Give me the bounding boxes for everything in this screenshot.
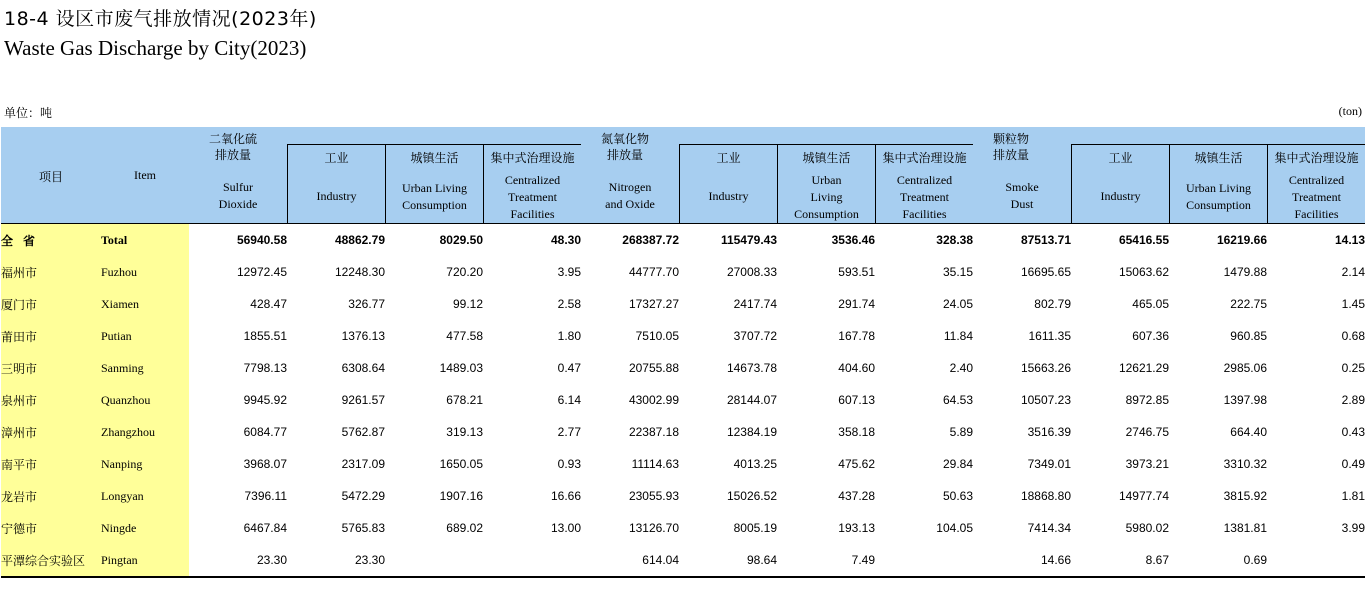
value-cell: 48862.79 — [287, 224, 385, 257]
header-sub-cn: 工业 — [324, 151, 349, 165]
value-cell: 328.38 — [875, 224, 973, 257]
header-group-cn-line2: 排放量 — [215, 148, 252, 162]
value-cell: 16.66 — [550, 489, 581, 503]
value-cell: 7396.11 — [244, 489, 287, 503]
value-cell: 50.63 — [942, 489, 973, 503]
row-name-en: Longyan — [101, 480, 189, 512]
value-cell: 4013.25 — [733, 457, 777, 471]
row-name-cn: 厦门市 — [1, 288, 101, 320]
value-cell: 268387.72 — [581, 224, 679, 257]
value-cell: 664.40 — [1230, 425, 1267, 439]
value-cell: 6.14 — [557, 393, 581, 407]
value-cell: 13.00 — [550, 521, 581, 535]
header-group-cn-line2: 排放量 — [993, 148, 1030, 162]
unit-label-cn: 单位：吨 — [4, 106, 53, 120]
value-cell: 3707.72 — [733, 329, 777, 343]
row-name-en: Total — [101, 224, 189, 257]
value-cell: 3.99 — [1341, 521, 1365, 535]
row-name-cn: 福州市 — [1, 256, 101, 288]
value-cell: 8029.50 — [385, 224, 483, 257]
header-item-en: Item — [134, 168, 156, 182]
value-cell: 6084.77 — [243, 425, 287, 439]
header-group-1 — [581, 127, 679, 224]
value-cell: 18868.80 — [1020, 489, 1071, 503]
value-cell: 24.05 — [942, 297, 973, 311]
value-cell: 607.13 — [838, 393, 875, 407]
value-cell: 12248.30 — [334, 265, 385, 279]
value-cell: 3.95 — [557, 265, 581, 279]
value-cell: 3516.39 — [1027, 425, 1071, 439]
row-name-en: Sanming — [101, 352, 189, 384]
value-cell: 593.51 — [838, 265, 875, 279]
row-name-cn: 漳州市 — [1, 416, 101, 448]
header-sub-en-line: Living — [810, 190, 843, 204]
value-cell: 0.68 — [1341, 329, 1365, 343]
header-sub-en-line: Industry — [316, 189, 357, 203]
table-row — [1, 480, 1365, 512]
value-cell: 5.89 — [949, 425, 973, 439]
value-cell: 7414.34 — [1027, 521, 1071, 535]
row-name-en: Fuzhou — [101, 256, 189, 288]
header-sub-cn: 集中式治理设施 — [1274, 151, 1359, 165]
value-cell: 115479.43 — [679, 224, 777, 257]
header-group-en-line1: Smoke — [1005, 180, 1039, 194]
value-cell: 437.28 — [838, 489, 875, 503]
value-cell: 2.40 — [949, 361, 973, 375]
header-group-en-line1: Sulfur — [223, 180, 253, 194]
header-sub-en-line: Centralized — [504, 173, 561, 187]
header-sub-1-1 — [777, 127, 875, 224]
value-cell: 358.18 — [838, 425, 875, 439]
value-cell: 614.04 — [581, 544, 679, 577]
header-sub-cn: 城镇生活 — [1194, 151, 1243, 165]
table-row — [1, 416, 1365, 448]
row-name-cn: 平潭综合实验区 — [1, 544, 101, 577]
value-cell: 23055.93 — [628, 489, 679, 503]
value-cell: 3310.32 — [1223, 457, 1267, 471]
value-cell: 404.60 — [838, 361, 875, 375]
value-cell: 319.13 — [446, 425, 483, 439]
table-row — [1, 288, 1365, 320]
value-cell: 2746.75 — [1125, 425, 1169, 439]
value-cell: 678.21 — [446, 393, 483, 407]
value-cell: 7798.13 — [243, 361, 287, 375]
value-cell: 56940.58 — [189, 224, 287, 257]
value-cell: 5472.29 — [341, 489, 385, 503]
value-cell: 15663.26 — [1020, 361, 1071, 375]
header-sub-en-line: Treatment — [508, 190, 557, 204]
value-cell: 28144.07 — [726, 393, 777, 407]
value-cell — [875, 544, 973, 577]
value-cell: 689.02 — [446, 521, 483, 535]
table-row — [1, 256, 1365, 288]
header-sub-cn: 集中式治理设施 — [882, 151, 967, 165]
header-sub-en-line: Consumption — [402, 198, 467, 212]
header-sub-0-0 — [287, 127, 385, 224]
value-cell: 44777.70 — [628, 265, 679, 279]
header-sub-en-line: Urban Living — [402, 181, 467, 195]
value-cell: 43002.99 — [628, 393, 679, 407]
value-cell: 6308.64 — [341, 361, 385, 375]
row-name-en: Quanzhou — [101, 384, 189, 416]
value-cell: 1.80 — [557, 329, 581, 343]
table-row — [1, 384, 1365, 416]
value-cell: 87513.71 — [973, 224, 1071, 257]
value-cell: 6467.84 — [243, 521, 287, 535]
value-cell: 1479.88 — [1223, 265, 1267, 279]
waste-gas-table — [1, 127, 1365, 578]
header-group-2 — [973, 127, 1071, 224]
value-cell: 5762.87 — [341, 425, 385, 439]
value-cell: 11.84 — [943, 329, 973, 343]
header-item-cn: 项目 — [38, 170, 63, 184]
header-sub-0-2 — [483, 127, 581, 224]
row-name-en: Zhangzhou — [101, 416, 189, 448]
value-cell: 0.69 — [1169, 544, 1267, 577]
value-cell: 1907.16 — [439, 489, 483, 503]
value-cell: 8005.19 — [733, 521, 777, 535]
value-cell: 22387.18 — [628, 425, 679, 439]
header-sub-cn: 工业 — [716, 151, 741, 165]
value-cell: 3968.07 — [243, 457, 287, 471]
value-cell: 0.25 — [1341, 361, 1365, 375]
value-cell: 1397.98 — [1223, 393, 1267, 407]
row-name-cn: 全省 — [1, 224, 101, 257]
header-sub-en-line: Urban Living — [1186, 181, 1251, 195]
value-cell: 8972.85 — [1125, 393, 1169, 407]
value-cell: 1.81 — [1341, 489, 1365, 503]
value-cell: 802.79 — [1034, 297, 1071, 311]
header-sub-en-line: Facilities — [902, 207, 947, 221]
value-cell: 15026.52 — [726, 489, 777, 503]
value-cell: 29.84 — [942, 457, 973, 471]
table-row — [1, 512, 1365, 544]
value-cell: 720.20 — [446, 265, 483, 279]
value-cell: 12972.45 — [236, 265, 287, 279]
table-row — [1, 352, 1365, 384]
value-cell: 1.45 — [1341, 297, 1365, 311]
value-cell: 9261.57 — [341, 393, 385, 407]
value-cell: 12621.29 — [1118, 361, 1169, 375]
header-group-cn-line1: 二氧化硫 — [209, 132, 258, 146]
value-cell: 428.47 — [250, 297, 287, 311]
value-cell: 12384.19 — [726, 425, 777, 439]
value-cell: 9945.92 — [243, 393, 287, 407]
table-title-en: Waste Gas Discharge by City(2023) — [4, 36, 307, 60]
value-cell: 1611.35 — [1028, 329, 1071, 343]
value-cell: 193.13 — [838, 521, 875, 535]
value-cell: 23.30 — [189, 544, 287, 577]
value-cell: 14673.78 — [726, 361, 777, 375]
header-sub-en-line: Facilities — [1294, 207, 1339, 221]
value-cell: 5765.83 — [341, 521, 385, 535]
value-cell: 64.53 — [942, 393, 973, 407]
header-sub-en-line: Industry — [1100, 189, 1141, 203]
value-cell: 607.36 — [1132, 329, 1169, 343]
value-cell: 14977.74 — [1118, 489, 1169, 503]
value-cell: 16695.65 — [1020, 265, 1071, 279]
header-group-en-line2: Dust — [1010, 197, 1034, 211]
table-row — [1, 448, 1365, 480]
value-cell: 14.13 — [1267, 224, 1365, 257]
header-sub-en-line: Facilities — [510, 207, 555, 221]
value-cell: 65416.55 — [1071, 224, 1169, 257]
value-cell: 2.89 — [1341, 393, 1365, 407]
value-cell: 7349.01 — [1027, 457, 1071, 471]
unit-label-en: (ton) — [1338, 104, 1362, 118]
value-cell: 14.66 — [973, 544, 1071, 577]
value-cell: 291.74 — [838, 297, 875, 311]
header-row — [1, 127, 1365, 224]
value-cell: 477.58 — [446, 329, 483, 343]
value-cell: 0.43 — [1341, 425, 1365, 439]
value-cell: 15063.62 — [1118, 265, 1169, 279]
table-title-cn: 18-4 设区市废气排放情况(2023年) — [4, 8, 317, 30]
table-row — [1, 320, 1365, 352]
value-cell: 2.58 — [557, 297, 581, 311]
header-group-en-line1: Nitrogen — [608, 180, 652, 194]
header-sub-en-line: Treatment — [900, 190, 949, 204]
header-sub-cn: 城镇生活 — [410, 151, 459, 165]
value-cell: 16219.66 — [1169, 224, 1267, 257]
header-sub-en-line: Centralized — [896, 173, 953, 187]
value-cell: 0.47 — [557, 361, 581, 375]
value-cell: 7510.05 — [635, 329, 679, 343]
header-sub-en-line: Consumption — [1186, 198, 1251, 212]
value-cell: 13126.70 — [628, 521, 679, 535]
header-sub-2-0 — [1071, 127, 1169, 224]
value-cell: 465.05 — [1132, 297, 1169, 311]
value-cell: 475.62 — [838, 457, 875, 471]
header-group-cn-line1: 氮氧化物 — [601, 132, 650, 146]
value-cell: 0.49 — [1341, 457, 1365, 471]
row-name-en: Xiamen — [101, 288, 189, 320]
value-cell: 23.30 — [287, 544, 385, 577]
value-cell: 3815.92 — [1223, 489, 1267, 503]
header-sub-2-1 — [1169, 127, 1267, 224]
header-sub-2-2 — [1267, 127, 1365, 224]
header-sub-1-0 — [679, 127, 777, 224]
header-sub-en-line: Industry — [708, 189, 749, 203]
value-cell: 960.85 — [1230, 329, 1267, 343]
value-cell — [1267, 544, 1365, 577]
row-name-en: Ningde — [101, 512, 189, 544]
header-sub-en-line: Consumption — [794, 207, 859, 221]
value-cell: 48.30 — [483, 224, 581, 257]
value-cell: 1489.03 — [439, 361, 483, 375]
row-name-cn: 三明市 — [1, 352, 101, 384]
header-sub-0-1 — [385, 127, 483, 224]
header-sub-cn: 城镇生活 — [802, 151, 851, 165]
value-cell: 2.14 — [1341, 265, 1365, 279]
row-name-cn: 南平市 — [1, 448, 101, 480]
value-cell: 167.78 — [838, 329, 875, 343]
row-name-cn: 龙岩市 — [1, 480, 101, 512]
value-cell: 10507.23 — [1020, 393, 1071, 407]
header-item-cell — [1, 127, 189, 224]
value-cell: 2417.74 — [733, 297, 777, 311]
row-name-cn: 泉州市 — [1, 384, 101, 416]
row-name-en: Nanping — [101, 448, 189, 480]
header-sub-1-2 — [875, 127, 973, 224]
header-sub-en-line: Centralized — [1288, 173, 1345, 187]
value-cell: 1381.81 — [1223, 521, 1267, 535]
value-cell: 27008.33 — [726, 265, 777, 279]
row-name-cn: 莆田市 — [1, 320, 101, 352]
value-cell: 11114.63 — [631, 457, 679, 471]
value-cell: 0.93 — [557, 457, 581, 471]
value-cell: 104.05 — [936, 521, 973, 535]
value-cell: 3536.46 — [777, 224, 875, 257]
header-sub-en-line: Treatment — [1292, 190, 1341, 204]
value-cell: 3973.21 — [1125, 457, 1169, 471]
header-sub-cn: 工业 — [1108, 151, 1133, 165]
value-cell: 1650.05 — [439, 457, 483, 471]
row-name-en: Putian — [101, 320, 189, 352]
value-cell: 5980.02 — [1125, 521, 1169, 535]
header-group-0 — [189, 127, 287, 224]
row-name-cn: 宁德市 — [1, 512, 101, 544]
table-row — [1, 544, 1365, 577]
header-group-cn-line2: 排放量 — [607, 148, 644, 162]
row-name-en: Pingtan — [101, 544, 189, 577]
value-cell — [483, 544, 581, 577]
value-cell: 2317.09 — [341, 457, 385, 471]
value-cell: 326.77 — [348, 297, 385, 311]
value-cell: 2985.06 — [1223, 361, 1267, 375]
value-cell: 20755.88 — [628, 361, 679, 375]
value-cell: 8.67 — [1071, 544, 1169, 577]
header-group-en-line2: and Oxide — [605, 197, 655, 211]
value-cell: 99.12 — [452, 297, 483, 311]
header-sub-cn: 集中式治理设施 — [490, 151, 575, 165]
header-group-cn-line1: 颗粒物 — [993, 132, 1030, 146]
value-cell: 7.49 — [777, 544, 875, 577]
value-cell: 222.75 — [1230, 297, 1267, 311]
value-cell: 1855.51 — [243, 329, 287, 343]
value-cell — [385, 544, 483, 577]
value-cell: 35.15 — [942, 265, 973, 279]
table-row-total — [1, 224, 1365, 257]
header-group-en-line2: Dioxide — [218, 197, 258, 211]
value-cell: 17327.27 — [628, 297, 679, 311]
value-cell: 1376.13 — [341, 329, 385, 343]
header-sub-en-line: Urban — [811, 173, 842, 187]
value-cell: 2.77 — [557, 425, 581, 439]
value-cell: 98.64 — [679, 544, 777, 577]
